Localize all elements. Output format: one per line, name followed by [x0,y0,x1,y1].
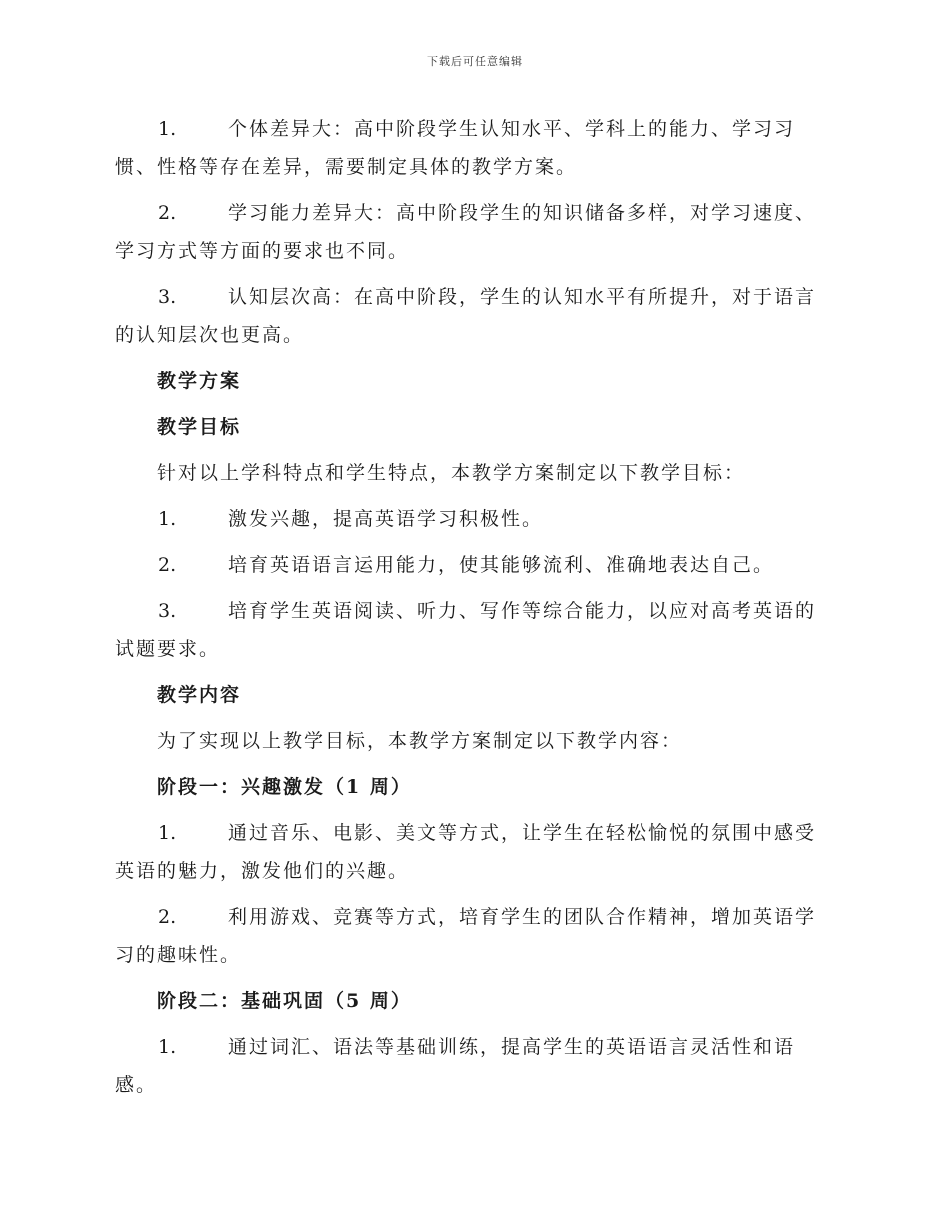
paragraph: 针对以上学科特点和学生特点，本教学方案制定以下教学目标： [157,462,746,484]
list-item [115,500,835,538]
list-item-text: 学习能力差异大：高中阶段学生的知识储备多样，对学习速度、学习方式等方面的要求也不同。 [115,202,817,262]
list-item [115,194,835,270]
list-item-number: 1. [158,118,177,140]
list-item [115,592,835,668]
list-item [115,546,835,584]
section-heading: 阶段二：基础巩固（5 周） [157,990,412,1012]
list-item-number: 3. [158,286,177,308]
list-item-text: 认知层次高：在高中阶段，学生的认知水平有所提升，对于语言的认知层次也更高。 [115,286,817,346]
list-item-number: 2. [158,554,177,576]
list-item-text: 培育英语语言运用能力，使其能够流利、准确地表达自己。 [228,554,775,576]
list-item [115,898,835,974]
page-header: 下载后可任意编辑 [427,55,523,68]
list-item-text: 利用游戏、竞赛等方式，培育学生的团队合作精神，增加英语学习的趣味性。 [115,906,817,966]
list-item-number: 1. [158,1036,177,1058]
section-heading: 教学内容 [157,684,242,706]
list-item [115,278,835,354]
list-item-number: 1. [158,822,177,844]
list-item-number: 2. [158,906,177,928]
list-item-text: 个体差异大：高中阶段学生认知水平、学科上的能力、学习习惯、性格等存在差异，需要制定具体的教学方案。 [115,118,796,178]
list-item-text: 激发兴趣，提高英语学习积极性。 [228,508,544,530]
list-item-text: 培育学生英语阅读、听力、写作等综合能力，以应对高考英语的试题要求。 [115,600,817,660]
list-item [115,814,835,890]
section-heading: 教学目标 [157,416,242,438]
paragraph: 为了实现以上教学目标，本教学方案制定以下教学内容： [157,730,683,752]
list-item [115,110,835,186]
list-item-text: 通过词汇、语法等基础训练，提高学生的英语语言灵活性和语感。 [115,1036,796,1096]
document-body [115,110,835,1112]
list-item [115,1028,835,1104]
section-heading: 阶段一：兴趣激发（1 周） [157,776,412,798]
section-heading: 教学方案 [157,370,242,392]
list-item-number: 2. [158,202,177,224]
list-item-text: 通过音乐、电影、美文等方式，让学生在轻松愉悦的氛围中感受英语的魅力，激发他们的兴趣。 [115,822,817,882]
list-item-number: 1. [158,508,177,530]
list-item-number: 3. [158,600,177,622]
